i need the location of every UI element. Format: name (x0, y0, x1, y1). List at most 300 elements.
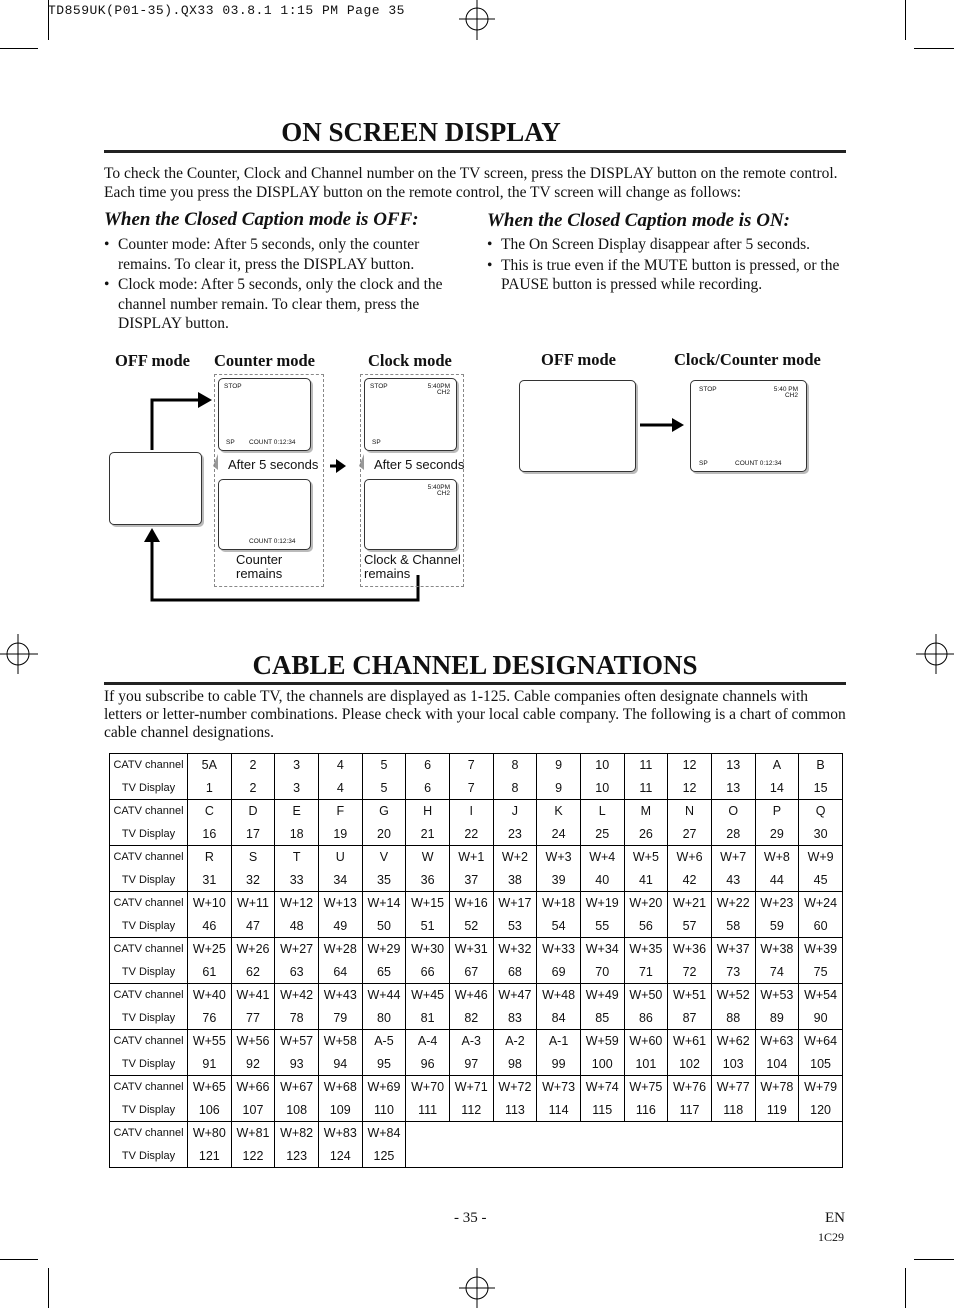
catv-channel-label: CATV channel (110, 1030, 188, 1053)
tv-display-cell: 53 (493, 914, 537, 938)
tv-display-cell: 61 (188, 960, 232, 984)
catv-channel-cell: W+19 (580, 892, 624, 915)
tv-display-cell: 45 (799, 868, 843, 892)
tv-display-cell: 103 (711, 1052, 755, 1076)
tv-display-cell: 19 (318, 822, 362, 846)
screen-stop-text: STOP (224, 383, 242, 390)
catv-channel-cell: W+9 (799, 846, 843, 869)
tv-display-cell: 91 (188, 1052, 232, 1076)
tv-display-cell: 9 (537, 776, 581, 800)
crop-mark (914, 1259, 954, 1260)
tv-display-label: TV Display (121, 827, 176, 840)
tv-display-cell: 110 (362, 1098, 406, 1122)
table-row (110, 1076, 843, 1099)
catv-channel-cell: W+22 (711, 892, 755, 915)
catv-channel-cell: J (493, 800, 537, 823)
tv-display-cell: 104 (755, 1052, 799, 1076)
tv-display-cell: 39 (537, 868, 581, 892)
catv-channel-cell: W+67 (275, 1076, 319, 1099)
tv-display-label: TV Display (121, 781, 176, 794)
language-code: EN (825, 1210, 845, 1226)
tv-display-cell: 22 (449, 822, 493, 846)
tv-display-cell: 75 (799, 960, 843, 984)
tv-display-cell: 59 (755, 914, 799, 938)
tv-display-cell: 33 (275, 868, 319, 892)
crop-mark (905, 0, 906, 40)
tv-display-label: TV Display (121, 965, 176, 978)
cc-off-list (104, 235, 449, 335)
tv-display-cell: 13 (711, 776, 755, 800)
catv-channel-cell: W+12 (275, 892, 319, 915)
catv-channel-cell: 5A (188, 754, 232, 777)
tv-display-cell: 73 (711, 960, 755, 984)
cc-on-list (487, 235, 849, 296)
catv-channel-cell: W+23 (755, 892, 799, 915)
catv-channel-cell: W+43 (318, 984, 362, 1007)
tv-display-cell: 119 (755, 1098, 799, 1122)
catv-channel-cell: W+21 (668, 892, 712, 915)
tv-display-cell: 44 (755, 868, 799, 892)
registration-mark-icon (455, 0, 499, 40)
list-item: • Counter mode: After 5 seconds, only the counter remains. To clear it, press the DISPLAY button. (104, 235, 449, 274)
catv-channel-cell: W (406, 846, 450, 869)
tv-display-cell: 43 (711, 868, 755, 892)
tv-display-cell: 94 (318, 1052, 362, 1076)
catv-channel-cell: W+5 (624, 846, 668, 869)
catv-channel-cell: 2 (231, 754, 275, 777)
clock-remains-label: remains (364, 566, 411, 581)
catv-channel-cell: W+14 (362, 892, 406, 915)
tv-display-cell: 41 (624, 868, 668, 892)
tv-display-cell: 80 (362, 1006, 406, 1030)
catv-channel-cell: W+35 (624, 938, 668, 961)
catv-channel-cell: 10 (580, 754, 624, 777)
empty-cell (406, 1122, 843, 1168)
tv-display-cell: 3 (275, 776, 319, 800)
tv-display-cell: 84 (537, 1006, 581, 1030)
tv-display-cell: 38 (493, 868, 537, 892)
tv-display-cell: 95 (362, 1052, 406, 1076)
catv-channel-cell: W+45 (406, 984, 450, 1007)
registration-mark-icon (455, 1268, 499, 1308)
tv-display-cell: 26 (624, 822, 668, 846)
catv-channel-cell: W+27 (275, 938, 319, 961)
catv-channel-cell: N (668, 800, 712, 823)
catv-channel-cell: W+32 (493, 938, 537, 961)
tv-display-cell: 16 (188, 822, 232, 846)
tv-display-cell: 27 (668, 822, 712, 846)
catv-channel-cell: W+17 (493, 892, 537, 915)
tv-display-cell: 111 (406, 1098, 450, 1122)
catv-channel-cell: T (275, 846, 319, 869)
catv-channel-cell: W+59 (580, 1030, 624, 1053)
table-row (110, 892, 843, 915)
tv-display-cell: 90 (799, 1006, 843, 1030)
table-row (110, 984, 843, 1007)
tv-display-cell: 92 (231, 1052, 275, 1076)
tv-display-cell: 15 (799, 776, 843, 800)
catv-channel-cell: W+25 (188, 938, 232, 961)
table-row (110, 846, 843, 869)
tv-display-cell: 99 (537, 1052, 581, 1076)
tv-screen-counter-remains (218, 479, 311, 550)
tv-display-label: TV Display (121, 1103, 176, 1116)
screen-time-text: 5:40PM (427, 383, 450, 390)
table-row (110, 800, 843, 823)
tv-display-cell: 62 (231, 960, 275, 984)
catv-channel-cell: A (755, 754, 799, 777)
counter-mode-label: Counter mode (214, 351, 315, 370)
catv-channel-cell: W+41 (231, 984, 275, 1007)
tv-display-cell: 51 (406, 914, 450, 938)
catv-channel-cell: 13 (711, 754, 755, 777)
tv-screen-off (519, 380, 636, 472)
tv-screen-clock-remains (364, 479, 457, 550)
catv-channel-cell: W+47 (493, 984, 537, 1007)
counter-remains-label: Counter (236, 552, 283, 567)
tv-display-cell: 120 (799, 1098, 843, 1122)
table-row (110, 914, 843, 938)
tv-display-cell: 117 (668, 1098, 712, 1122)
screen-ch-text: CH2 (436, 490, 450, 497)
catv-channel-cell: V (362, 846, 406, 869)
catv-channel-cell: W+39 (799, 938, 843, 961)
tv-display-cell: 115 (580, 1098, 624, 1122)
tv-display-cell: 28 (711, 822, 755, 846)
catv-channel-cell: W+52 (711, 984, 755, 1007)
catv-channel-cell: W+63 (755, 1030, 799, 1053)
catv-channel-cell: W+60 (624, 1030, 668, 1053)
catv-channel-cell: W+62 (711, 1030, 755, 1053)
tv-display-cell: 77 (231, 1006, 275, 1030)
catv-channel-cell: W+24 (799, 892, 843, 915)
list-item: • Clock mode: After 5 seconds, only the clock and the channel number remain. To clear them, press the DISPLAY button. (104, 275, 449, 334)
tv-display-cell: 121 (188, 1144, 232, 1168)
tv-display-cell: 29 (755, 822, 799, 846)
catv-channel-cell: W+81 (231, 1122, 275, 1145)
tv-display-cell: 93 (275, 1052, 319, 1076)
ccd-title: CABLE CHANNEL DESIGNATIONS (252, 650, 698, 680)
table-row (110, 776, 843, 800)
catv-channel-cell: W+4 (580, 846, 624, 869)
tv-display-cell: 30 (799, 822, 843, 846)
catv-channel-cell: A-5 (362, 1030, 406, 1053)
catv-channel-label: CATV channel (110, 984, 188, 1007)
tv-display-cell: 107 (231, 1098, 275, 1122)
tv-display-cell: 11 (624, 776, 668, 800)
tv-display-cell: 81 (406, 1006, 450, 1030)
tv-display-cell: 58 (711, 914, 755, 938)
catv-channel-cell: Q (799, 800, 843, 823)
tv-display-cell: 48 (275, 914, 319, 938)
table-row (110, 960, 843, 984)
catv-channel-cell: W+26 (231, 938, 275, 961)
catv-channel-label: CATV channel (110, 1122, 188, 1145)
tv-display-cell: 98 (493, 1052, 537, 1076)
tv-display-cell: 86 (624, 1006, 668, 1030)
tv-display-cell: 70 (580, 960, 624, 984)
tv-display-cell: 49 (318, 914, 362, 938)
tv-display-cell: 109 (318, 1098, 362, 1122)
tv-display-cell: 79 (318, 1006, 362, 1030)
catv-channel-cell: W+6 (668, 846, 712, 869)
catv-channel-cell: W+30 (406, 938, 450, 961)
catv-channel-cell: 5 (362, 754, 406, 777)
catv-channel-cell: A-2 (493, 1030, 537, 1053)
tv-display-cell: 46 (188, 914, 232, 938)
catv-channel-cell: W+84 (362, 1122, 406, 1145)
catv-channel-cell: P (755, 800, 799, 823)
screen-ch-text: CH2 (784, 392, 798, 399)
catv-channel-cell: W+38 (755, 938, 799, 961)
clock-counter-mode-label: Clock/Counter mode (674, 350, 821, 369)
tv-display-cell: 10 (580, 776, 624, 800)
catv-channel-cell: W+56 (231, 1030, 275, 1053)
osd-intro: To check the Counter, Clock and Channel number on the TV screen, press the DISPLAY button on the remote control. Each time you press the DISPLAY button on the remote control, the TV screen will change as follows: (104, 165, 838, 201)
tv-display-cell: 36 (406, 868, 450, 892)
after-5-seconds-label: After 5 seconds (374, 457, 465, 472)
catv-channel-cell: R (188, 846, 232, 869)
tv-display-cell: 105 (799, 1052, 843, 1076)
screen-count-text: COUNT 0:12:34 (249, 439, 296, 446)
catv-channel-label: CATV channel (110, 754, 188, 777)
tv-display-cell: 63 (275, 960, 319, 984)
tv-display-cell: 82 (449, 1006, 493, 1030)
catv-channel-cell: W+58 (318, 1030, 362, 1053)
tv-display-cell: 67 (449, 960, 493, 984)
screen-stop-text: STOP (699, 386, 717, 393)
catv-channel-cell: W+31 (449, 938, 493, 961)
tv-display-cell: 72 (668, 960, 712, 984)
tv-display-cell: 74 (755, 960, 799, 984)
tv-display-cell: 78 (275, 1006, 319, 1030)
screen-time-text: 5:40PM (427, 484, 450, 491)
catv-channel-cell: 4 (318, 754, 362, 777)
tv-display-cell: 124 (318, 1144, 362, 1168)
catv-channel-cell: W+74 (580, 1076, 624, 1099)
tv-display-cell: 14 (755, 776, 799, 800)
crop-mark (0, 1259, 38, 1260)
tv-display-cell: 1 (188, 776, 232, 800)
registration-mark-icon (0, 632, 40, 676)
tv-display-cell: 54 (537, 914, 581, 938)
tv-display-cell: 125 (362, 1144, 406, 1168)
arrow-right-icon (638, 415, 688, 435)
catv-channel-cell: W+51 (668, 984, 712, 1007)
registration-mark-icon (914, 632, 954, 676)
catv-channel-cell: W+2 (493, 846, 537, 869)
tv-display-label: TV Display (121, 1011, 176, 1024)
clock-mode-label: Clock mode (368, 351, 452, 370)
catv-channel-cell: W+66 (231, 1076, 275, 1099)
tv-display-cell: 23 (493, 822, 537, 846)
catv-channel-label: CATV channel (110, 846, 188, 869)
tv-display-cell: 69 (537, 960, 581, 984)
crop-mark (914, 48, 954, 49)
tv-display-label: TV Display (121, 873, 176, 886)
tv-display-cell: 31 (188, 868, 232, 892)
tv-display-cell: 2 (231, 776, 275, 800)
tv-display-cell: 18 (275, 822, 319, 846)
catv-channel-cell: W+70 (406, 1076, 450, 1099)
catv-channel-cell: 11 (624, 754, 668, 777)
catv-channel-cell: W+33 (537, 938, 581, 961)
catv-channel-cell: W+75 (624, 1076, 668, 1099)
catv-channel-cell: A-1 (537, 1030, 581, 1053)
tv-display-cell: 108 (275, 1098, 319, 1122)
catv-channel-cell: W+64 (799, 1030, 843, 1053)
catv-channel-cell: W+72 (493, 1076, 537, 1099)
catv-channel-cell: W+15 (406, 892, 450, 915)
catv-channel-cell: W+71 (449, 1076, 493, 1099)
tv-display-cell: 89 (755, 1006, 799, 1030)
catv-channel-cell: W+40 (188, 984, 232, 1007)
tv-display-cell: 85 (580, 1006, 624, 1030)
catv-channel-cell: W+77 (711, 1076, 755, 1099)
screen-sp-text: SP (699, 460, 708, 467)
catv-channel-cell: W+34 (580, 938, 624, 961)
tv-display-cell: 6 (406, 776, 450, 800)
table-row (110, 754, 843, 777)
list-item: • This is true even if the MUTE button is pressed, or the PAUSE button is pressed while recording. (487, 256, 849, 295)
screen-count-text: COUNT 0:12:34 (249, 538, 296, 545)
catv-channel-cell: A-4 (406, 1030, 450, 1053)
cable-channel-table (109, 753, 843, 1168)
catv-channel-cell: W+20 (624, 892, 668, 915)
tv-display-cell: 52 (449, 914, 493, 938)
catv-channel-cell: W+69 (362, 1076, 406, 1099)
catv-channel-cell: W+76 (668, 1076, 712, 1099)
tv-display-cell: 102 (668, 1052, 712, 1076)
catv-channel-cell: W+50 (624, 984, 668, 1007)
tv-display-cell: 7 (449, 776, 493, 800)
tv-display-cell: 122 (231, 1144, 275, 1168)
catv-channel-cell: W+10 (188, 892, 232, 915)
tv-display-cell: 114 (537, 1098, 581, 1122)
catv-channel-cell: W+13 (318, 892, 362, 915)
catv-channel-label: CATV channel (110, 800, 188, 823)
screen-ch-text: CH2 (436, 389, 450, 396)
ccd-title-rule (104, 682, 846, 685)
catv-channel-cell: W+73 (537, 1076, 581, 1099)
cc-off-heading: When the Closed Caption mode is OFF: (104, 209, 419, 230)
tv-display-cell: 40 (580, 868, 624, 892)
catv-channel-cell: G (362, 800, 406, 823)
tv-display-cell: 25 (580, 822, 624, 846)
tv-screen-clock (364, 378, 457, 451)
table-row (110, 938, 843, 961)
catv-channel-label: CATV channel (110, 1076, 188, 1099)
table-row (110, 822, 843, 846)
catv-channel-cell: W+18 (537, 892, 581, 915)
tv-display-cell: 50 (362, 914, 406, 938)
catv-channel-cell: C (188, 800, 232, 823)
tv-display-cell: 34 (318, 868, 362, 892)
tv-display-cell: 87 (668, 1006, 712, 1030)
tv-display-cell: 116 (624, 1098, 668, 1122)
after-5-seconds-label: After 5 seconds (228, 457, 319, 472)
off-mode-label: OFF mode (115, 351, 190, 370)
tv-display-cell: 37 (449, 868, 493, 892)
catv-channel-cell: 6 (406, 754, 450, 777)
table-row (110, 1030, 843, 1053)
catv-channel-cell: W+65 (188, 1076, 232, 1099)
catv-channel-cell: A-3 (449, 1030, 493, 1053)
catv-channel-cell: O (711, 800, 755, 823)
tv-display-cell: 42 (668, 868, 712, 892)
page-number: - 35 - (454, 1210, 487, 1226)
catv-channel-cell: 3 (275, 754, 319, 777)
osd-title-rule (104, 150, 846, 153)
catv-channel-cell: W+53 (755, 984, 799, 1007)
tv-display-cell: 100 (580, 1052, 624, 1076)
catv-channel-cell: S (231, 846, 275, 869)
tv-display-label: TV Display (121, 1149, 176, 1162)
catv-channel-cell: F (318, 800, 362, 823)
catv-channel-cell: W+16 (449, 892, 493, 915)
catv-channel-cell: W+42 (275, 984, 319, 1007)
screen-time-text: 5:40 PM (773, 386, 798, 393)
table-row (110, 1006, 843, 1030)
tv-display-cell: 17 (231, 822, 275, 846)
tv-display-cell: 76 (188, 1006, 232, 1030)
osd-title: ON SCREEN DISPLAY (281, 117, 561, 147)
catv-channel-cell: 9 (537, 754, 581, 777)
catv-channel-cell: W+1 (449, 846, 493, 869)
catv-channel-cell: W+80 (188, 1122, 232, 1145)
tv-display-cell: 57 (668, 914, 712, 938)
tv-screen-counter (218, 378, 311, 451)
catv-channel-cell: W+36 (668, 938, 712, 961)
catv-channel-cell: W+46 (449, 984, 493, 1007)
tv-display-cell: 113 (493, 1098, 537, 1122)
file-info: TD859UK(P01-35).QX33 03.8.1 1:15 PM Page 35 (48, 3, 405, 18)
catv-channel-cell: W+3 (537, 846, 581, 869)
catv-channel-cell: U (318, 846, 362, 869)
tv-display-cell: 97 (449, 1052, 493, 1076)
tv-display-cell: 65 (362, 960, 406, 984)
tv-display-cell: 56 (624, 914, 668, 938)
catv-channel-cell: 12 (668, 754, 712, 777)
tv-display-cell: 12 (668, 776, 712, 800)
tv-display-label: TV Display (121, 1057, 176, 1070)
tv-screen-clock-counter (690, 380, 807, 472)
tv-display-cell: 68 (493, 960, 537, 984)
tv-display-cell: 55 (580, 914, 624, 938)
screen-stop-text: STOP (370, 383, 388, 390)
catv-channel-cell: W+49 (580, 984, 624, 1007)
tv-display-cell: 47 (231, 914, 275, 938)
catv-channel-cell: K (537, 800, 581, 823)
tv-display-cell: 8 (493, 776, 537, 800)
tv-display-cell: 118 (711, 1098, 755, 1122)
tv-screen-off (109, 452, 202, 525)
counter-remains-label: remains (236, 566, 283, 581)
tv-display-cell: 96 (406, 1052, 450, 1076)
catv-channel-cell: B (799, 754, 843, 777)
tv-display-cell: 21 (406, 822, 450, 846)
tv-display-cell: 64 (318, 960, 362, 984)
tv-display-cell: 71 (624, 960, 668, 984)
tv-display-cell: 32 (231, 868, 275, 892)
tv-display-cell: 24 (537, 822, 581, 846)
ccd-intro: If you subscribe to cable TV, the channels are displayed as 1-125. Cable companies often designate channels with letters or letter-number combinations. Please check with your local cable company. The following is a chart of common cable channel designations. (104, 688, 846, 741)
catv-channel-cell: W+54 (799, 984, 843, 1007)
tv-display-cell: 20 (362, 822, 406, 846)
catv-channel-cell: W+8 (755, 846, 799, 869)
catv-channel-cell: W+68 (318, 1076, 362, 1099)
catv-channel-cell: W+7 (711, 846, 755, 869)
